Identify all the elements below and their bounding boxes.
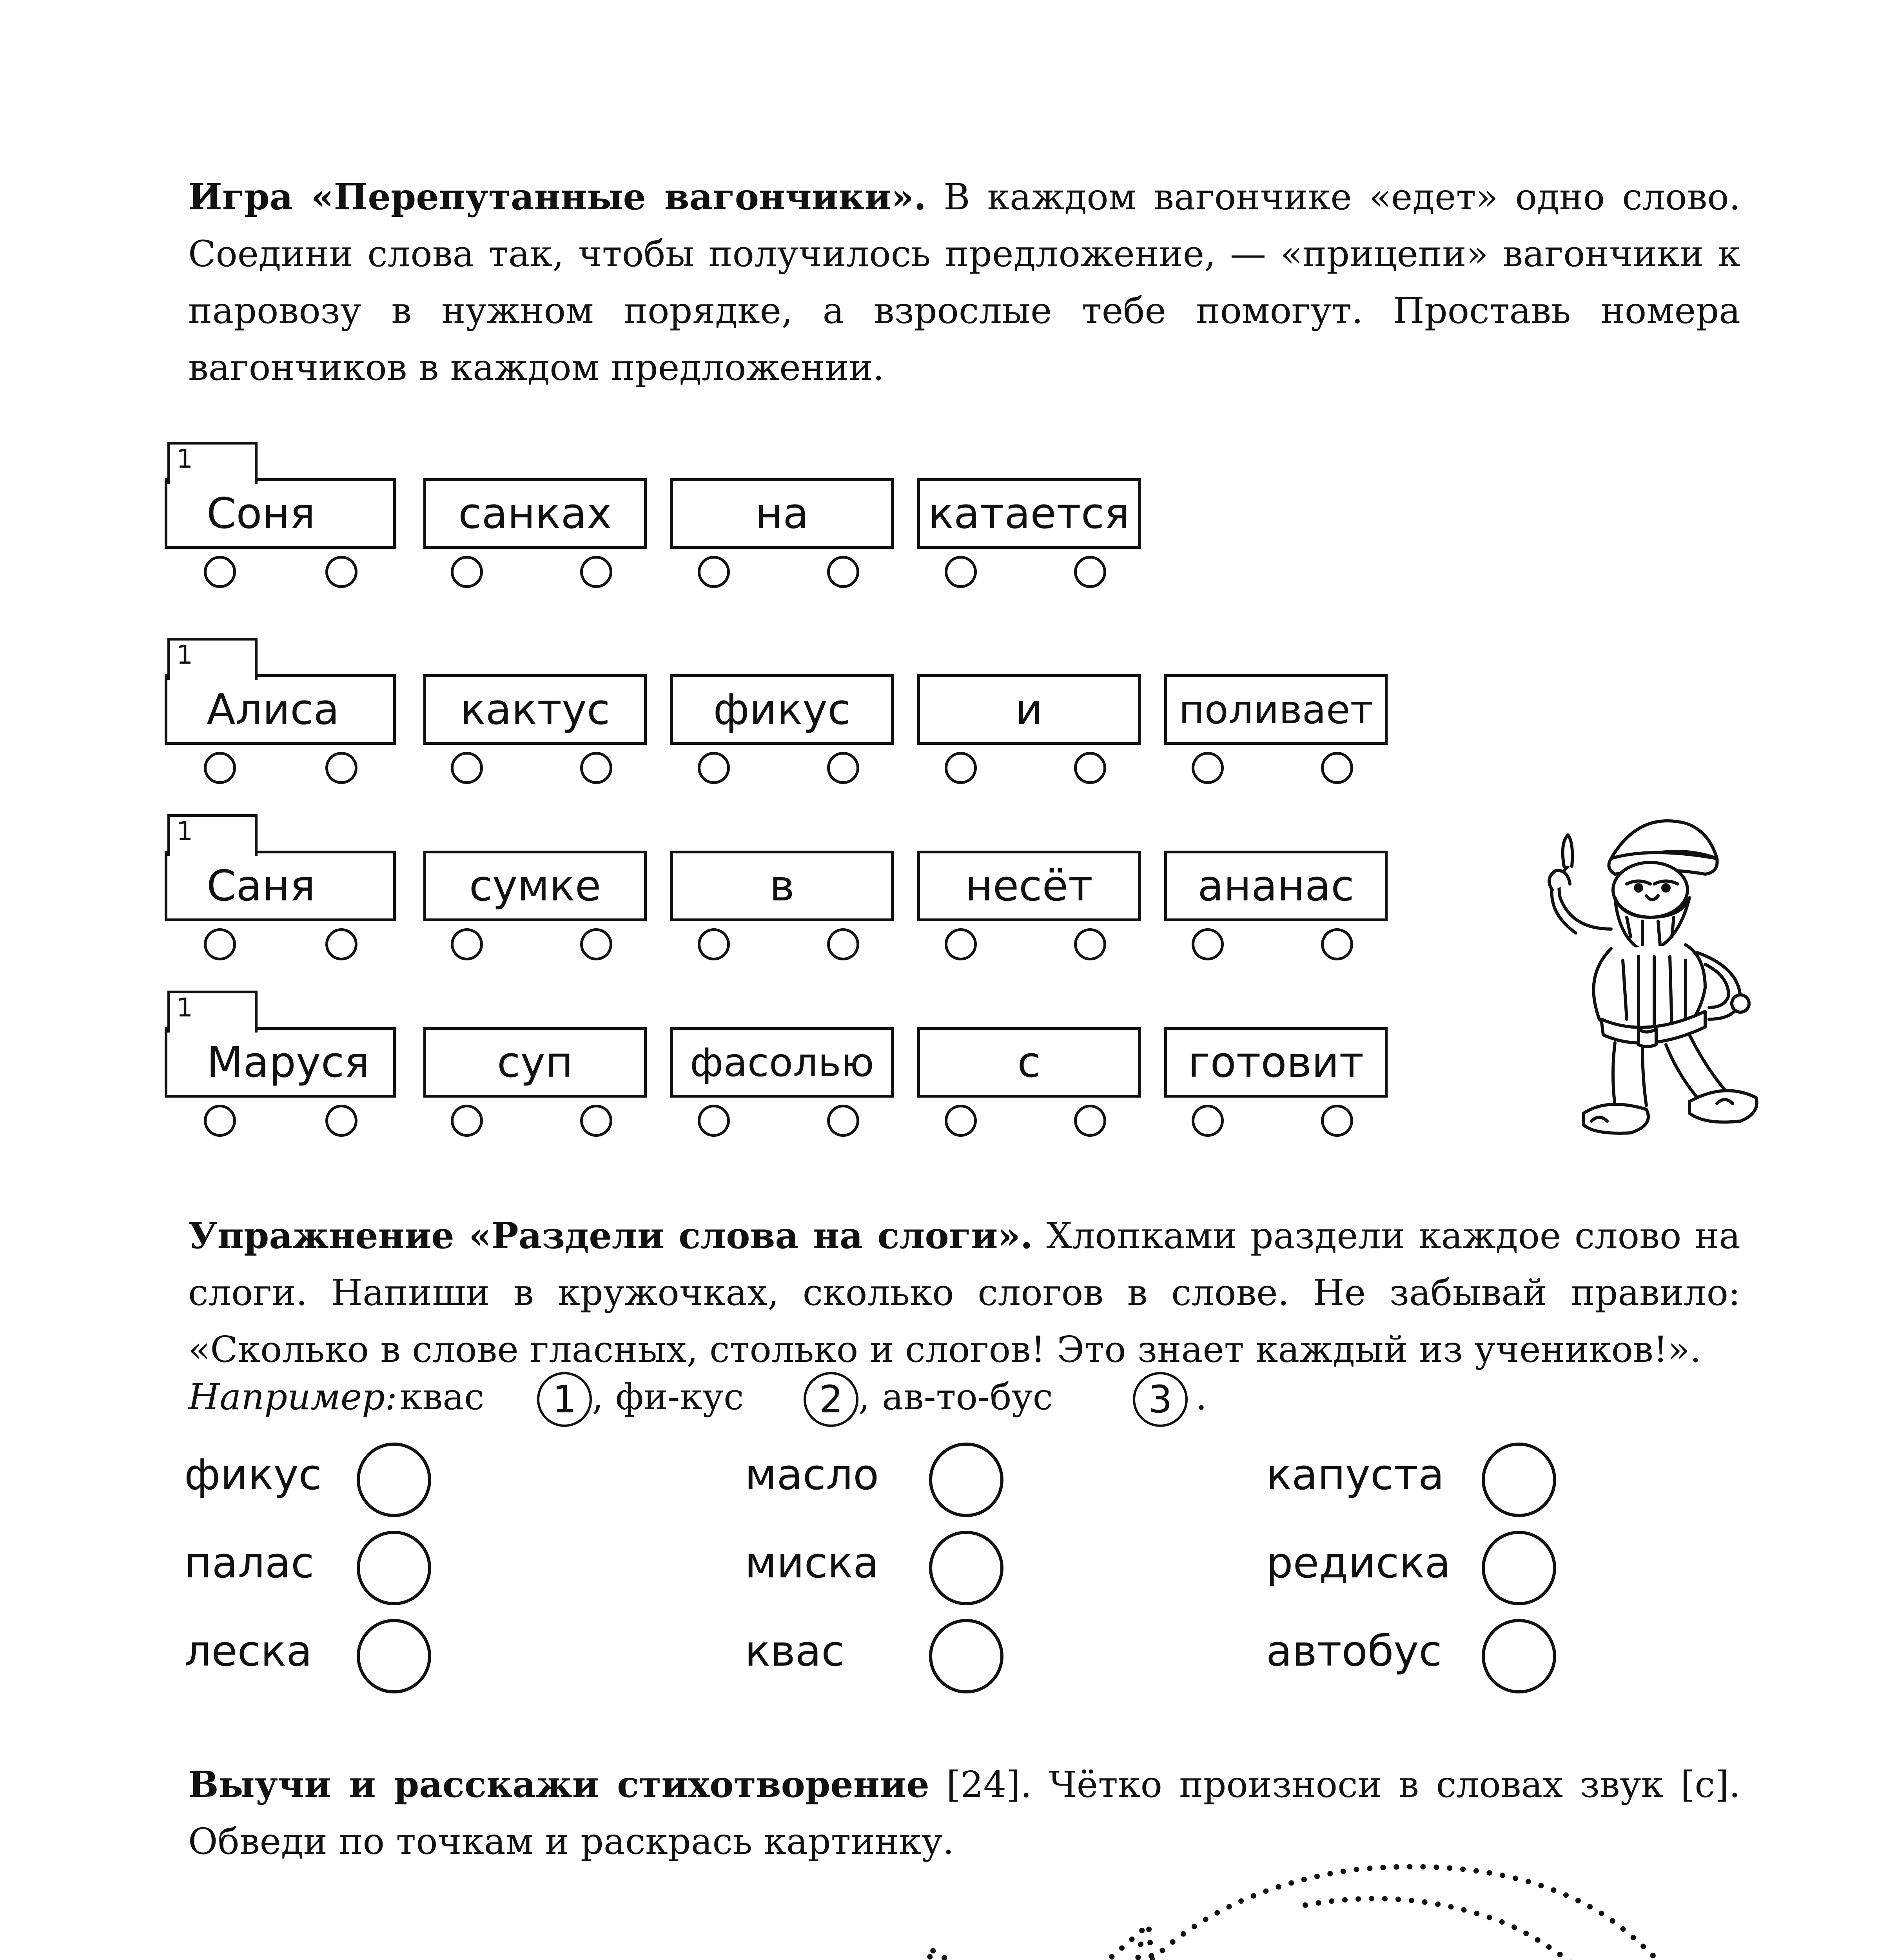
car-word: в xyxy=(769,861,795,911)
wheel xyxy=(580,928,612,960)
syllable-count-circle[interactable] xyxy=(1482,1531,1556,1605)
syllable-word: капуста xyxy=(1266,1450,1444,1499)
car-word: фасолью xyxy=(690,1039,874,1085)
wagon-car[interactable] xyxy=(917,851,1141,921)
car-number: 1 xyxy=(176,444,193,474)
car-number: 1 xyxy=(176,640,193,670)
wagon-car[interactable] xyxy=(1164,851,1388,921)
wheel xyxy=(698,556,730,588)
car-word: и xyxy=(1015,685,1043,734)
wheel xyxy=(451,1105,483,1137)
wheel xyxy=(945,928,977,960)
syllables-instructions xyxy=(188,1207,1740,1378)
wagon-car[interactable] xyxy=(423,851,647,921)
wheel xyxy=(1074,752,1106,784)
syllables-text: Хлопками раздели каждое слово на слоги. Напиши в кружочках, сколько слогов в слове. Не забывай правило: «Сколько в слове гласных, столько и слогов! Это знает каждый из учеников!». xyxy=(188,1215,1740,1370)
wagon-car[interactable] xyxy=(1164,674,1388,745)
car-word: на xyxy=(755,489,809,538)
wagon-car[interactable] xyxy=(670,674,894,745)
wagon-car[interactable] xyxy=(670,478,894,549)
wheel xyxy=(1321,1105,1353,1137)
train-4 xyxy=(165,993,1419,1152)
locomotive-cab xyxy=(167,991,258,1033)
train-2 xyxy=(165,640,1419,800)
car-number: 1 xyxy=(176,816,193,846)
car-word: готовит xyxy=(1188,1038,1364,1087)
car-word: Алиса xyxy=(207,685,339,734)
wagon-car[interactable] xyxy=(423,674,647,745)
train-3 xyxy=(165,816,1419,976)
syllable-count-circle[interactable] xyxy=(1482,1443,1556,1517)
wheel xyxy=(1192,928,1224,960)
syllable-count-circle[interactable] xyxy=(929,1443,1003,1517)
syllable-word: миска xyxy=(745,1539,879,1588)
game-instructions xyxy=(188,169,1740,396)
wheel xyxy=(325,1105,357,1137)
wheel xyxy=(945,556,977,588)
wagon-car[interactable] xyxy=(917,674,1141,745)
wheel xyxy=(204,556,236,588)
syllable-count-circle[interactable] xyxy=(1482,1619,1556,1693)
car-word: фикус xyxy=(713,685,851,734)
car-word: Соня xyxy=(207,489,316,538)
wheel xyxy=(325,928,357,960)
wheel xyxy=(698,1105,730,1137)
car-word: Саня xyxy=(207,861,316,911)
wheel xyxy=(451,556,483,588)
locomotive-car[interactable] xyxy=(165,444,396,549)
example-word: ав-то-бус xyxy=(882,1376,1053,1418)
example-word: квас xyxy=(400,1376,484,1418)
locomotive-car[interactable] xyxy=(165,993,396,1098)
syllables-title: Упражнение «Раздели слова на слоги». xyxy=(188,1214,1033,1257)
car-word: санках xyxy=(458,489,612,538)
wheel xyxy=(1074,928,1106,960)
poem-title: Выучи и расскажи стихотворение xyxy=(188,1763,929,1806)
locomotive-car[interactable] xyxy=(165,816,396,921)
locomotive-cab xyxy=(167,814,258,856)
syllable-word: квас xyxy=(745,1627,845,1676)
car-word: с xyxy=(1017,1038,1041,1087)
wheel xyxy=(580,556,612,588)
wagon-car[interactable] xyxy=(670,851,894,921)
example-count-circle: 1 xyxy=(537,1372,592,1427)
wagon-car[interactable] xyxy=(917,1027,1141,1098)
example-separator: , xyxy=(592,1376,604,1418)
car-number: 1 xyxy=(176,993,193,1023)
car-word: кактус xyxy=(460,685,610,734)
wheel xyxy=(1321,752,1353,784)
wheel xyxy=(580,1105,612,1137)
wheel xyxy=(1192,752,1224,784)
game-text: В каждом вагончике «едет» одно слово. Соедини слова так, чтобы получилось предложение, — «прицепи» вагончики к паровозу в нужном порядке, а взрослые тебе помогут. Проставь номера вагончиков в каждом предложении. xyxy=(188,176,1741,388)
car-word: поливает xyxy=(1179,686,1373,733)
cat-dotted-illustration[interactable] xyxy=(843,1854,1791,1960)
example-word: фи-кус xyxy=(615,1376,744,1418)
wheel xyxy=(451,928,483,960)
syllable-count-circle[interactable] xyxy=(929,1619,1003,1693)
train-1 xyxy=(165,444,1419,604)
car-word: Маруся xyxy=(207,1038,370,1087)
poem-text: [24]. Чётко произноси в словах звук [с]. Обведи по точкам и раскрась картинку. xyxy=(188,1764,1741,1862)
wheel xyxy=(1074,1105,1106,1137)
syllable-count-circle[interactable] xyxy=(929,1531,1003,1605)
wheel xyxy=(945,752,977,784)
car-word: ананас xyxy=(1198,861,1354,911)
gnome-illustration xyxy=(1521,800,1764,1160)
car-word: сумке xyxy=(469,861,601,911)
wheel xyxy=(204,928,236,960)
example-count-circle: 2 xyxy=(804,1372,858,1427)
wheel xyxy=(1321,928,1353,960)
wheel xyxy=(451,752,483,784)
example-separator: . xyxy=(1196,1376,1207,1418)
example-count-circle: 3 xyxy=(1133,1372,1188,1427)
wheel xyxy=(325,556,357,588)
syllable-count-circle[interactable] xyxy=(357,1531,431,1605)
car-word: суп xyxy=(497,1038,573,1087)
car-word: катается xyxy=(928,489,1130,538)
wheel xyxy=(827,1105,859,1137)
wheel xyxy=(827,928,859,960)
wheel xyxy=(945,1105,977,1137)
wheel xyxy=(204,752,236,784)
wheel xyxy=(698,752,730,784)
locomotive-cab xyxy=(167,638,258,680)
wagon-car[interactable] xyxy=(670,1027,894,1098)
syllable-word: автобус xyxy=(1266,1627,1442,1676)
locomotive-cab xyxy=(167,442,258,484)
example-separator: , xyxy=(858,1376,870,1418)
wagon-car[interactable] xyxy=(917,478,1141,549)
wheel xyxy=(827,752,859,784)
wheel xyxy=(204,1105,236,1137)
wagon-car[interactable] xyxy=(1164,1027,1388,1098)
wheel xyxy=(827,556,859,588)
syllable-count-circle[interactable] xyxy=(357,1443,431,1517)
locomotive-car[interactable] xyxy=(165,640,396,745)
wheel xyxy=(580,752,612,784)
wheel xyxy=(325,752,357,784)
game-title: Игра «Перепутанные вагончики». xyxy=(188,176,927,218)
syllable-word: палас xyxy=(184,1539,314,1588)
syllable-count-circle[interactable] xyxy=(357,1619,431,1693)
wagon-car[interactable] xyxy=(423,478,647,549)
wheel xyxy=(698,928,730,960)
example-line xyxy=(188,1368,1364,1435)
wheel xyxy=(1074,556,1106,588)
syllable-word: редиска xyxy=(1266,1539,1451,1588)
syllable-word: масло xyxy=(745,1450,879,1499)
example-label: Например: xyxy=(188,1376,397,1418)
wagon-car[interactable] xyxy=(423,1027,647,1098)
wheel xyxy=(1192,1105,1224,1137)
car-word: несёт xyxy=(965,861,1093,911)
syllable-word: леска xyxy=(184,1627,312,1676)
syllable-word: фикус xyxy=(184,1450,322,1499)
poem-instructions xyxy=(188,1756,1740,1870)
